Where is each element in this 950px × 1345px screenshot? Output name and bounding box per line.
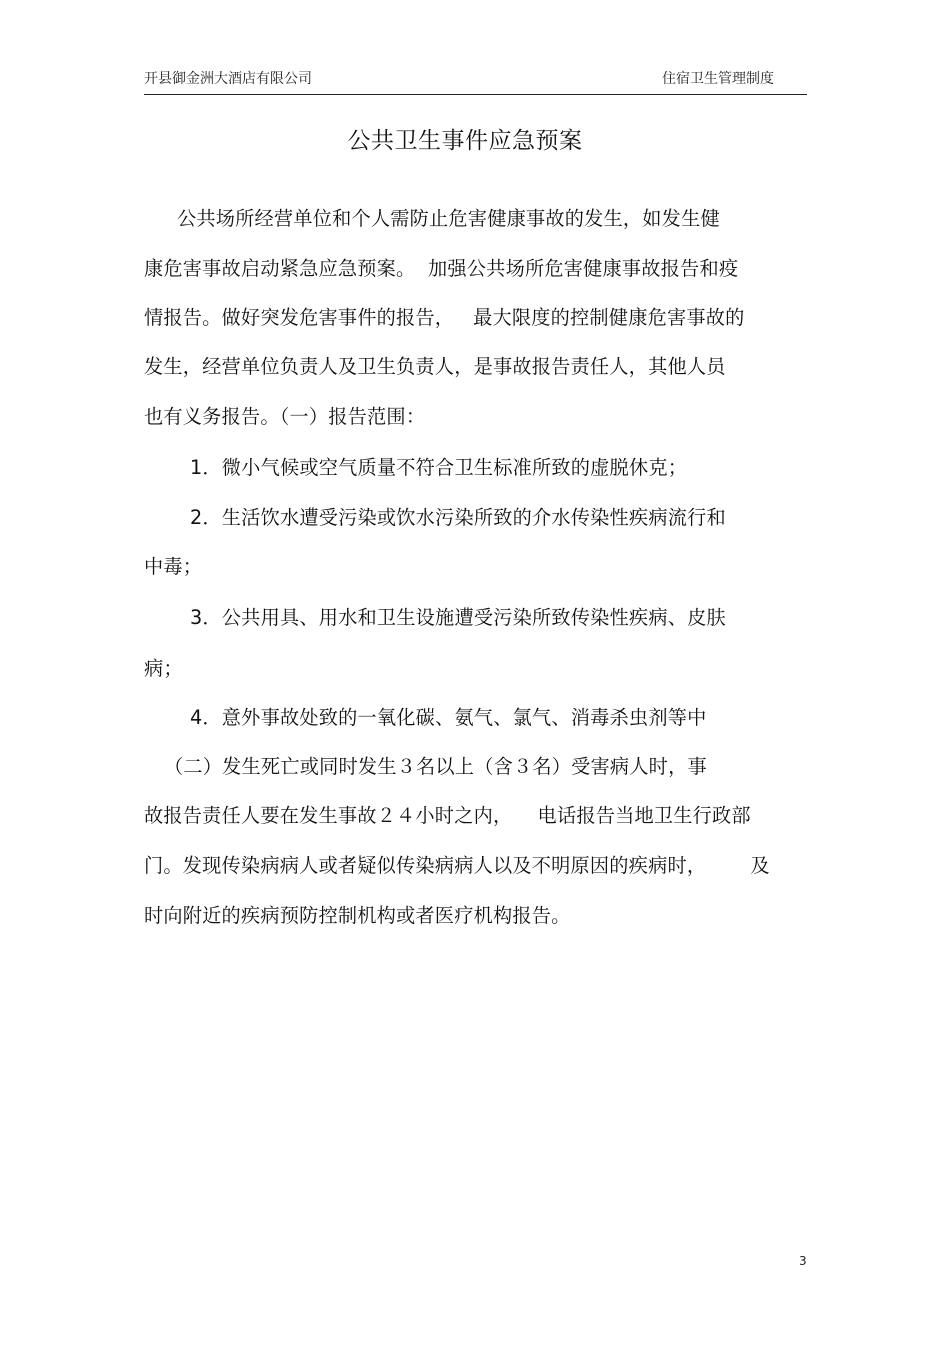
body-line-1: 公共场所经营单位和个人需防止危害健康事故的发生，如发生健	[177, 207, 720, 230]
header-document-category: 住宿卫生管理制度	[662, 71, 774, 87]
section-two-line-2: 故报告责任人要在发生事故２４小时之内， 电话报告当地卫生行政部	[144, 804, 751, 827]
section-two-line-4: 时向附近的疾病预防控制机构或者医疗机构报告。	[144, 904, 571, 927]
list-item-2-continuation: 中毒；	[144, 555, 203, 578]
page-number: 3	[799, 1254, 807, 1268]
body-line-5: 也有义务报告。（一）报告范围：	[144, 405, 426, 428]
page-header	[144, 70, 807, 95]
header-company-name: 开县御金洲大酒店有限公司	[144, 71, 312, 87]
list-item-2: 2．生活饮水遭受污染或饮水污染所致的介水传染性疾病流行和	[190, 506, 726, 529]
section-two-line-1: （二）发生死亡或同时发生３名以上（含３名）受害病人时，事	[164, 755, 707, 778]
list-item-3-continuation: 病；	[144, 657, 183, 680]
body-line-4: 发生，经营单位负责人及卫生负责人，是事故报告责任人，其他人员	[144, 355, 726, 378]
document-title: 公共卫生事件应急预案	[347, 128, 583, 154]
list-item-4: 4．意外事故处致的一氧化碳、氨气、氯气、消毒杀虫剂等中	[190, 706, 707, 729]
list-item-1: 1．微小气候或空气质量不符合卫生标准所致的虚脱休克；	[190, 456, 688, 479]
body-line-2: 康危害事故启动紧急应急预案。 加强公共场所危害健康事故报告和疫	[144, 257, 739, 280]
list-item-3: 3．公共用具、用水和卫生设施遭受污染所致传染性疾病、皮肤	[190, 606, 726, 629]
section-two-line-3: 门。发现传染病病人或者疑似传染病病人以及不明原因的疾病时， 及	[144, 854, 770, 877]
body-line-3: 情报告。做好突发危害事件的报告， 最大限度的控制健康危害事故的	[144, 306, 745, 329]
